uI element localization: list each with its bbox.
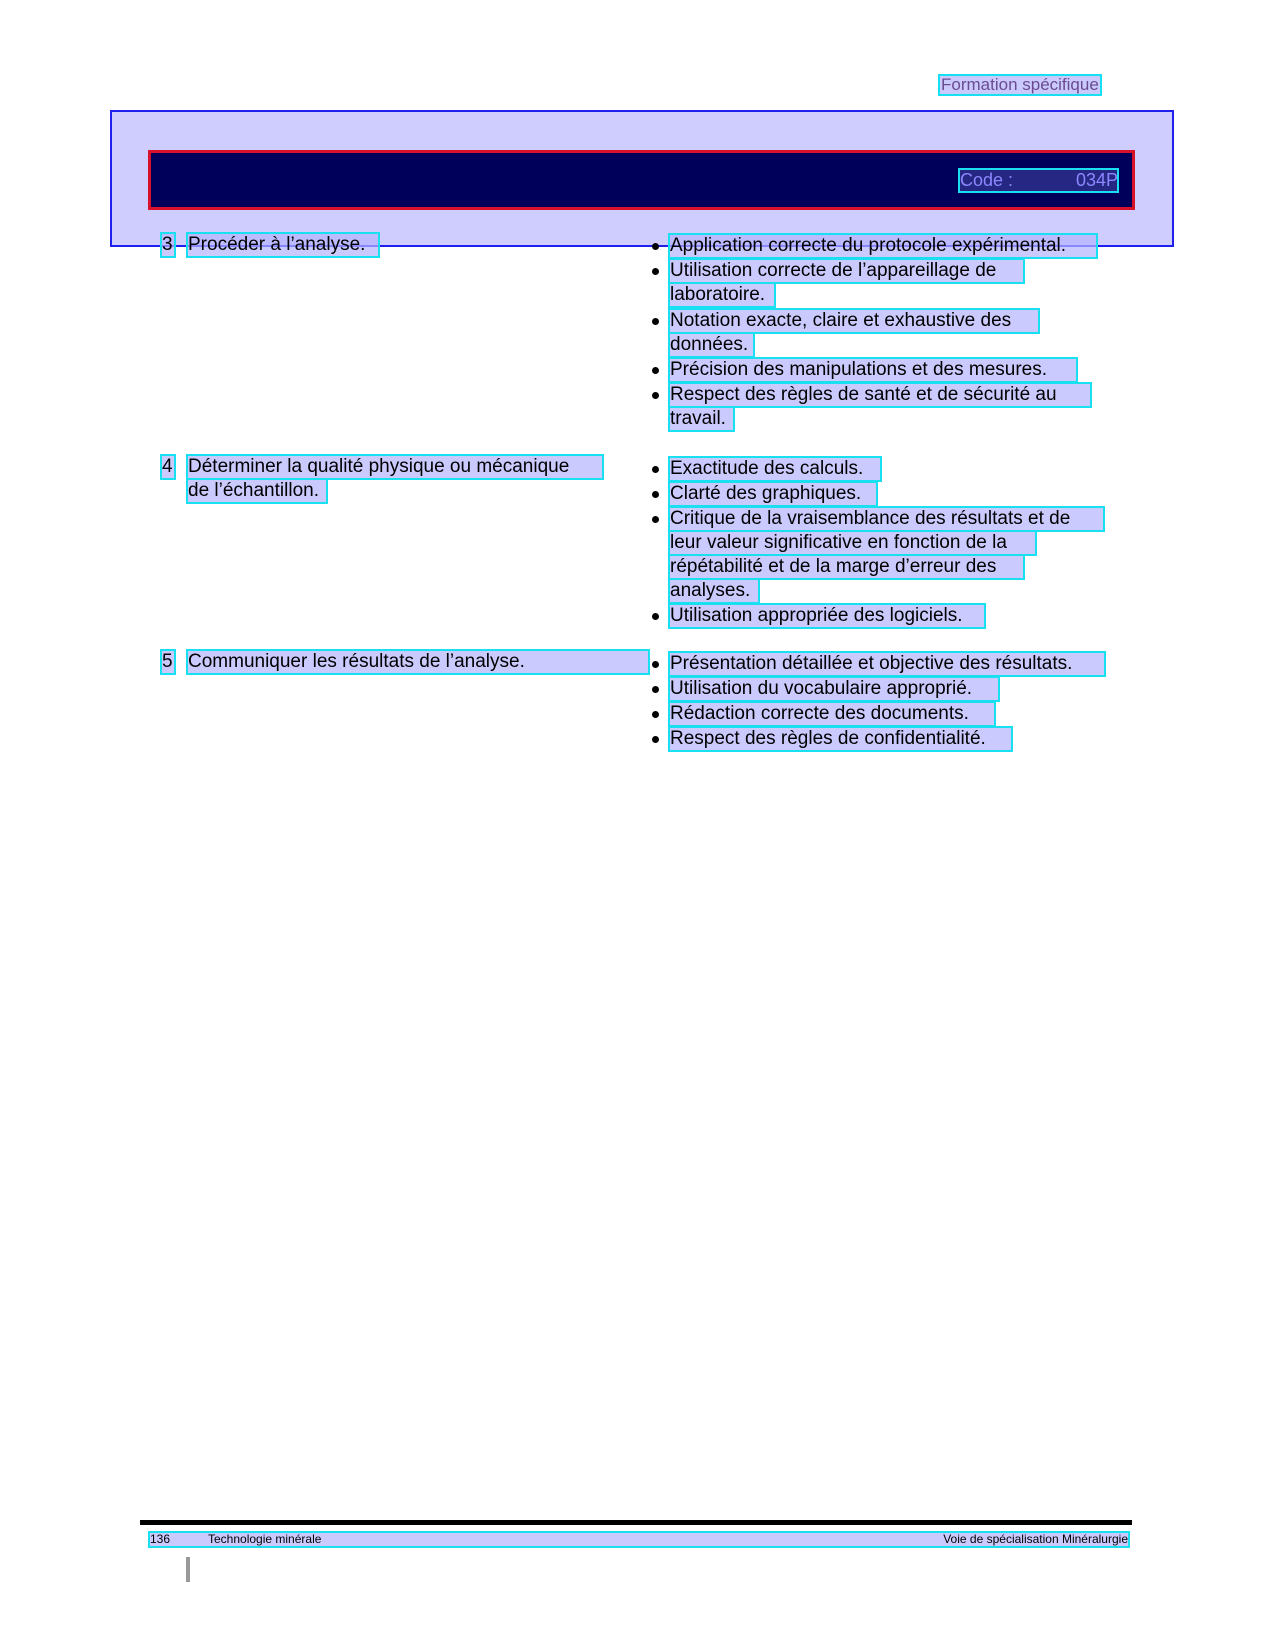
bullet-icon [652, 243, 659, 250]
bullet-icon [652, 318, 659, 325]
criterion-line: Exactitude des calculs. [670, 458, 880, 480]
margin-mark [186, 1557, 190, 1582]
bullet-icon [652, 736, 659, 743]
criterion-line: leur valeur significative en fonction de la [670, 532, 1035, 554]
page-number: 136 [150, 1532, 171, 1546]
bullet-icon [652, 367, 659, 374]
element-text: Procéder à l’analyse. [188, 234, 378, 256]
footer-rule [140, 1520, 1132, 1525]
code-value: 034P [1076, 170, 1119, 190]
criterion-line: Respect des règles de santé et de sécurité au [670, 384, 1090, 406]
criterion-line: Notation exacte, claire et exhaustive des [670, 310, 1038, 332]
criterion-line: Utilisation du vocabulaire approprié. [670, 678, 998, 700]
page-footer [150, 1533, 1128, 1546]
element-number: 5 [162, 651, 173, 672]
criterion-line: Présentation détaillée et objective des résultats. [670, 653, 1104, 675]
element-text: Communiquer les résultats de l’analyse. [188, 651, 648, 673]
element-text: Déterminer la qualité physique ou mécanique [188, 456, 602, 478]
bullet-icon [652, 516, 659, 523]
criterion-line: Précision des manipulations et des mesures. [670, 359, 1076, 381]
section-header: Formation spécifique [941, 75, 1099, 94]
bullet-icon [652, 711, 659, 718]
criterion-line: Clarté des graphiques. [670, 483, 876, 505]
criterion-line: Application correcte du protocole expérimental. [670, 235, 1096, 257]
bullet-icon [652, 661, 659, 668]
element-text: de l’échantillon. [188, 480, 326, 502]
bullet-icon [652, 686, 659, 693]
criterion-line: Critique de la vraisemblance des résultats et de [670, 508, 1103, 530]
criterion-line: Respect des règles de confidentialité. [670, 728, 1011, 750]
bullet-icon [652, 466, 659, 473]
criterion-line: analyses. [670, 580, 758, 602]
criterion-line: répétabilité et de la marge d’erreur des [670, 556, 1023, 578]
code-badge [960, 170, 1117, 191]
footer-right-text: Voie de spécialisation Minéralurgie [943, 1532, 1128, 1546]
criterion-line: laboratoire. [670, 284, 774, 306]
criterion-line: Utilisation appropriée des logiciels. [670, 605, 984, 627]
criterion-line: Rédaction correcte des documents. [670, 703, 994, 725]
footer-left-text: Technologie minérale [208, 1532, 322, 1546]
code-label: Code : [960, 170, 1014, 190]
element-number: 4 [162, 456, 173, 477]
bullet-icon [652, 491, 659, 498]
bullet-icon [652, 268, 659, 275]
criterion-line: données. [670, 334, 753, 356]
criterion-line: travail. [670, 408, 733, 430]
bullet-icon [652, 392, 659, 399]
bullet-icon [652, 613, 659, 620]
element-number: 3 [162, 234, 173, 255]
criterion-line: Utilisation correcte de l’appareillage de [670, 260, 1023, 282]
